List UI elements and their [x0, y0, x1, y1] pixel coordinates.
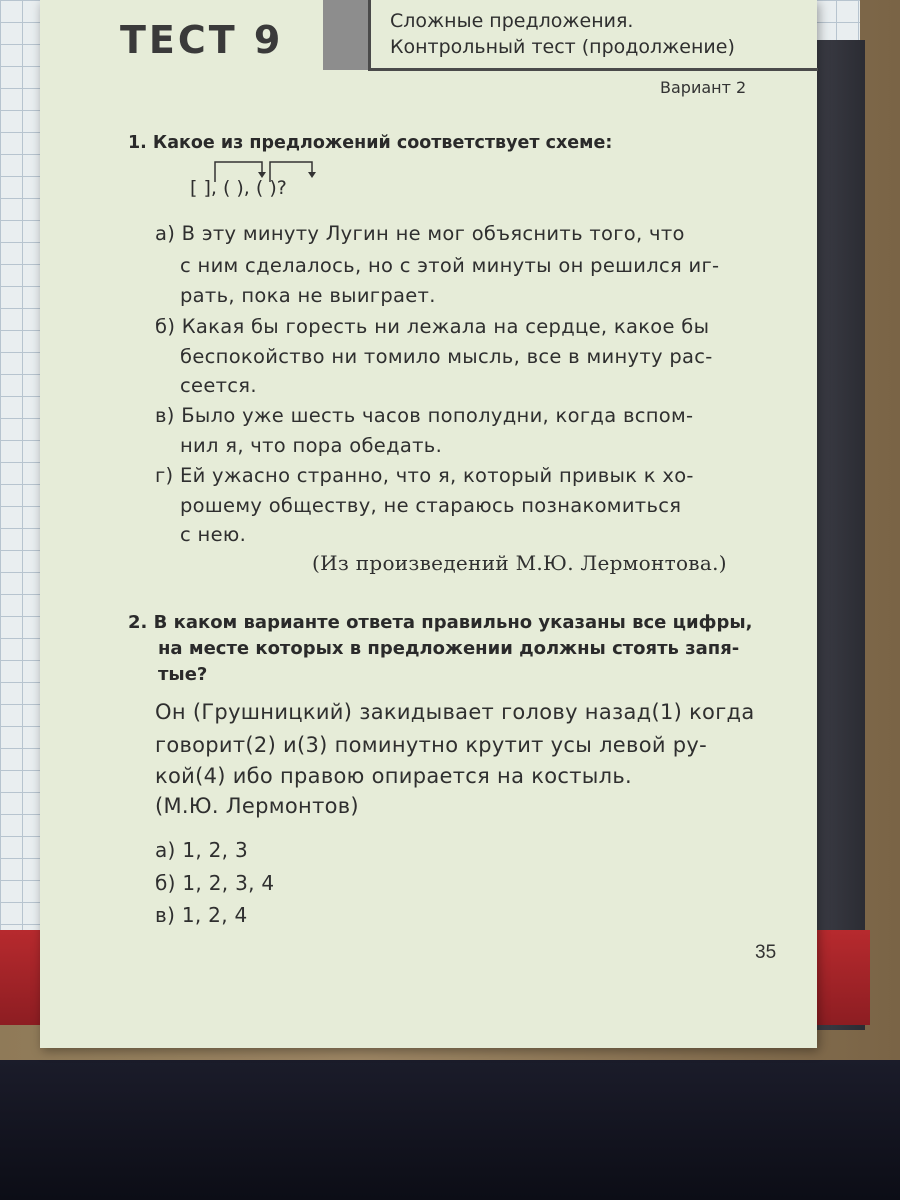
header-gray-block — [323, 0, 369, 70]
question-2-title-line-3: тые? — [158, 664, 208, 685]
scheme-text: [ ], ( ), ( )? — [190, 177, 287, 199]
option-a-line-1: а) В эту минуту Лугин не мог объяснить того, что — [155, 222, 685, 245]
option-b-line-2: беспокойство ни томило мысль, все в минуту рас- — [180, 345, 713, 368]
question-2-text-line-1: Он (Грушницкий) закидывает голову назад(1) когда — [155, 700, 755, 724]
question-2-option-b: б) 1, 2, 3, 4 — [155, 871, 275, 895]
question-2-option-v: в) 1, 2, 4 — [155, 903, 248, 927]
test-title: ТЕСТ 9 — [120, 18, 284, 62]
sentence-scheme-diagram — [190, 152, 350, 207]
topic-line-1: Сложные предложения. — [390, 10, 634, 32]
option-a-line-2: с ним сделалось, но с этой минуты он решился иг- — [180, 254, 720, 277]
test-page — [40, 0, 817, 1048]
question-2-text-line-2: говорит(2) и(3) поминутно крутит усы левой ру- — [155, 733, 708, 757]
dark-cloth-foreground — [0, 1060, 900, 1200]
header-divider-horizontal — [368, 68, 818, 71]
question-1-title: 1. Какое из предложений соответствует схеме: — [128, 133, 613, 153]
option-g-line-2: рошему обществу, не стараюсь познакомиться — [180, 494, 682, 517]
option-g-line-1: г) Ей ужасно странно, что я, который привык к хо- — [155, 464, 694, 487]
option-b-line-3: сеется. — [180, 374, 257, 397]
question-2-title-line-1: 2. В каком варианте ответа правильно указаны все цифры, — [128, 612, 753, 633]
header-divider-vertical — [368, 0, 371, 70]
question-2-option-a: а) 1, 2, 3 — [155, 838, 249, 862]
question-1-source: (Из произведений М.Ю. Лермонтова.) — [312, 551, 727, 575]
option-v-line-1: в) Было уже шесть часов пополудни, когда вспом- — [155, 404, 694, 427]
option-b-line-1: б) Какая бы горесть ни лежала на сердце, какое бы — [155, 315, 710, 338]
question-2-title-line-2: на месте которых в предложении должны стоять запя- — [158, 638, 740, 659]
variant-label: Вариант 2 — [660, 78, 747, 97]
page-number: 35 — [755, 942, 777, 963]
option-g-line-3: с нею. — [180, 523, 247, 546]
topic-line-2: Контрольный тест (продолжение) — [390, 36, 735, 58]
question-2-source: (М.Ю. Лермонтов) — [155, 794, 359, 818]
option-a-line-3: рать, пока не выиграет. — [180, 284, 436, 307]
question-2-text-line-3: кой(4) ибо правою опирается на костыль. — [155, 764, 633, 788]
option-v-line-2: нил я, что пора обедать. — [180, 434, 443, 457]
